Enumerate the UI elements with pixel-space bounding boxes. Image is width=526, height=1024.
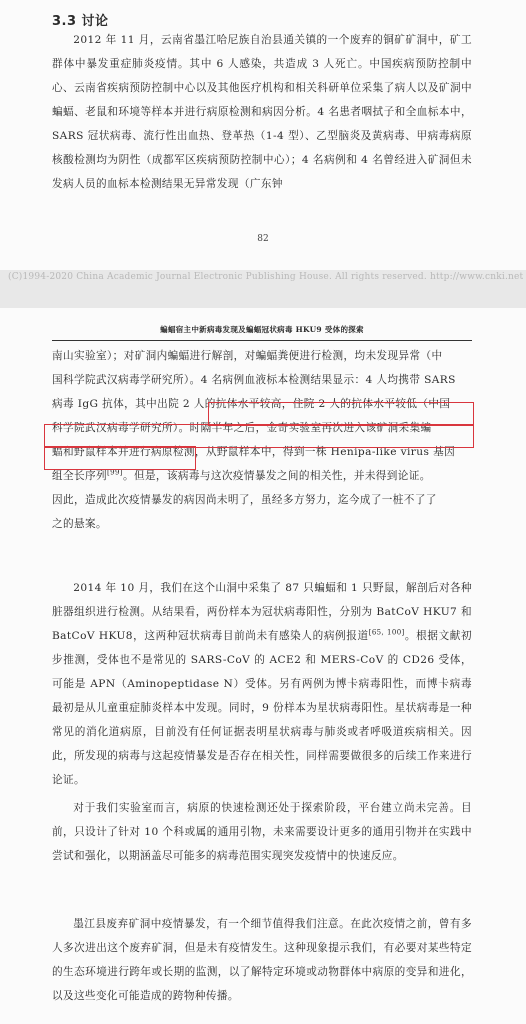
highlight-box <box>44 424 474 448</box>
citation: [99] <box>106 468 123 477</box>
text-line: 之的悬案。 <box>52 518 107 530</box>
text-span: 国科学院武汉病毒学研究所）。 <box>52 374 201 386</box>
discussion-paragraph: 2012 年 11 月，云南省墨江哈尼族自治县通关镇的一个废弃的铜矿矿洞中，矿工群体中暴发重症肺炎疫情。其中 6 人感染，共造成 3 人死亡。中国疾病预防控制中心、云南省疾病预防控制中心以及其他医疗机构和相关科研单位采集了病人以及矿洞中蝙蝠、老鼠和环境等样本并进行病原检测和病因分析。4 名患者咽拭子和全血标本中，SARS 冠状病毒、流行性出血热、登革热（1-4 型）、乙型脑炎及黄病毒、甲病毒病原核酸检测均为阴性（成都军区疾病预防控制中心）；4 名病例和 4 名曾经进入矿洞但未发病人员的血标本检测结果无异常发现（广东钟 <box>52 34 472 190</box>
text-line: 蝠和野鼠样本并进行病原检测，从野鼠样本中，得到一株 Henipa-like virus 基因 <box>52 446 456 458</box>
text-line: 南山实验室）；对矿洞内蝙蝠进行解剖，对蝙蝠粪便进行检测，均未发现异常（中 <box>52 350 443 362</box>
highlighted-text: 4 名病例血液标本检测结果显示：4 人均携带 SARS <box>200 374 456 386</box>
text-span: 。但是，该病毒与这次疫情暴发之间的相关性，并未得到论证。 <box>122 470 431 482</box>
highlight-box <box>44 446 196 470</box>
header-rule <box>52 340 472 341</box>
lab-detection-paragraph: 对于我们实验室而言，病原的快速检测还处于探索阶段，平台建立尚未完善。目前，只设计了针对 10 个科或属的通用引物，未来需要设计更多的通用引物并在实践中尝试和强化，以期涵盖尽可能多的病毒范围实现突发疫情中的快速反应。 <box>52 802 472 862</box>
highlighted-text: 科学院武汉病毒学研究所）。 <box>52 422 190 434</box>
cnki-copyright-watermark: (C)1994-2020 China Academic Journal Electronic Publishing House. All rights reserved. http://www.cnki.net <box>8 272 524 282</box>
running-header: 蝙蝠宿主中新病毒发现及蝙蝠冠状病毒 HKU9 受体的探索 <box>160 325 364 334</box>
text-span: 。根据文献初步推测，受体也不是常见的 SARS-CoV 的 ACE2 和 MERS-CoV 的 CD26 受体，可能是 APN（Aminopeptidase N）受体。另有两例为博卡病毒阳性，而博卡病毒最初是从儿童重症肺炎样本中发现。同时，9 份样本为星状病毒阳性。星状病毒是一种常见的消化道病原，目前没有任何证据表明星状病毒与肺炎或者呼吸道疾病相关。因此，所发现的病毒与这起疫情暴发是否存在相关性，同样需要做很多的后续工作来进行论证。 <box>52 630 472 786</box>
text-span: 组全长序列 <box>52 470 107 482</box>
highlight-box <box>208 402 474 426</box>
bat-sampling-paragraph <box>52 576 472 792</box>
thesis-page-83 <box>0 308 526 1024</box>
citation: [65, 100] <box>368 628 405 637</box>
thesis-page-82 <box>0 0 526 276</box>
page-number: 82 <box>257 234 269 244</box>
highlighted-text-line: 病毒 IgG 抗体，其中出院 2 人的抗体水平较高，住院 2 人的抗体水平较低（中国 <box>52 398 451 410</box>
mine-outbreak-paragraph: 墨江县废弃矿洞中疫情暴发，有一个细节值得我们注意。在此次疫情之前，曾有多人多次进出这个废弃矿洞，但是未有疫情发生。这种现象提示我们，有必要对某些特定的生态环境进行跨年或长期的监测，以了解特定环境或动物群体中病原的变异和进化，以及这些变化可能造成的跨物种传播。 <box>52 918 472 1002</box>
text-line: 因此，造成此次疫情暴发的病因尚未明了，虽经多方努力，迄今成了一桩不了了 <box>52 494 437 506</box>
text-line <box>52 368 472 392</box>
text-span: 2014 年 10 月，我们在这个山洞中采集了 87 只蝙蝠和 1 只野鼠，解剖后对各种脏器组织进行检测。从结果看，两份样本为冠状病毒阳性，分别为 BatCoV HKU7 和 BatCoV HKU8，这两种冠状病毒目前尚未有感染人的病例报道 <box>52 582 472 642</box>
section-heading: 3.3 讨论 <box>52 14 109 29</box>
text-span: 时隔半年之后，金奇实验室再次进入该矿洞采集蝙 <box>189 422 432 434</box>
